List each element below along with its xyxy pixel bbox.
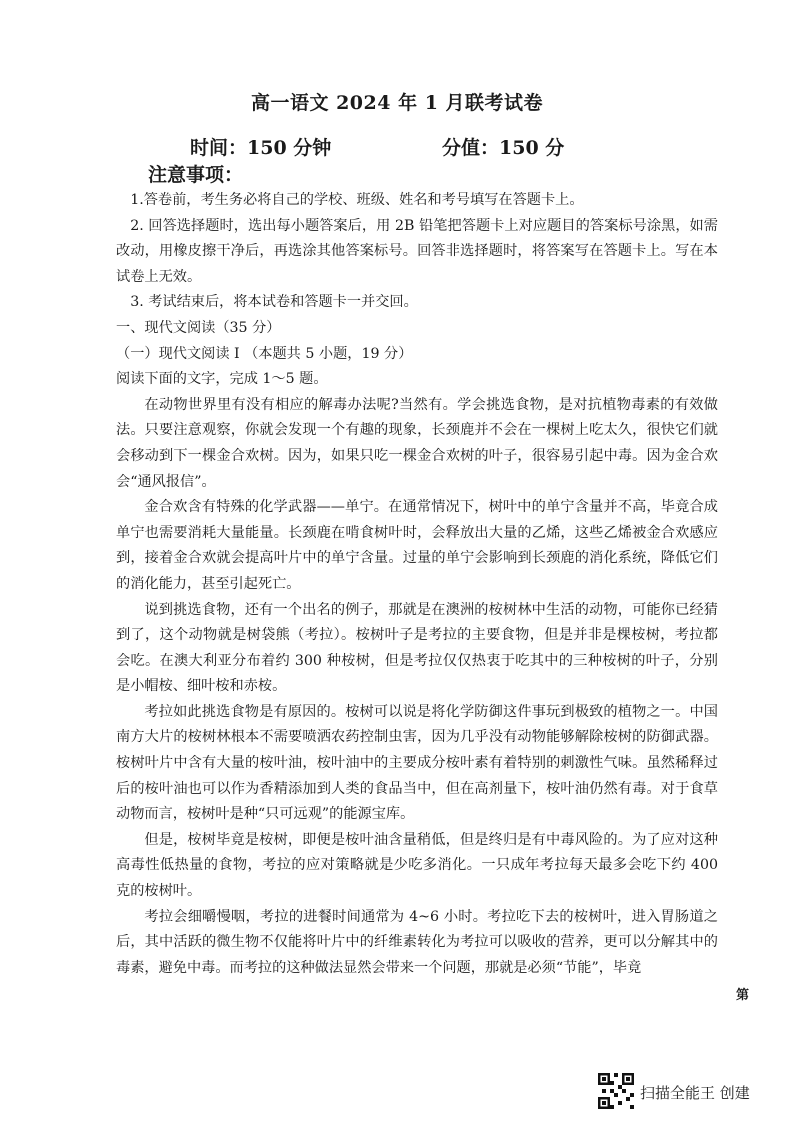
- notice-heading: 注意事项：: [148, 164, 244, 186]
- passage-paragraph-4: 考拉如此挑选食物是有原因的。桉树可以说是将化学防御这件事玩到极致的植物之一。中国南方大片的桉树林根本不需要喷洒农药控制虫害，因为几乎没有动物能够解除桉树的防御武器。桉树叶片中含有大量的桉叶油，桉叶油中的主要成分桉叶素有着特别的刺激性气味。虽然稀释过后的桉叶油也可以作为香精添加到人类的食品当中，但在高剂量下，桉叶油仍然有毒。对于食草动物而言，桉树叶是种“只可远观”的能源宝库。: [116, 703, 718, 823]
- exam-time: 时间：150 分钟: [190, 137, 332, 159]
- section-instruction: 阅读下面的文字，完成 1～5 题。: [116, 371, 328, 388]
- exam-score: 分值：150 分: [442, 137, 565, 159]
- notice-item-1: 1.答卷前，考生务必将自己的学校、班级、姓名和考号填写在答题卡上。: [130, 192, 584, 208]
- passage-paragraph-1: 在动物世界里有没有相应的解毒办法呢?当然有。学会挑选食物，是对抗植物毒素的有效做法。只要注意观察，你就会发现一个有趣的现象，长颈鹿并不会在一棵树上吃太久，很快它们就会移动到下一棵金合欢树。因为，如果只吃一棵金合欢树的叶子，很容易引起中毒。因为金合欢会“通风报信”。: [116, 396, 718, 490]
- exam-body: [116, 188, 718, 981]
- notice-item-2: 2. 回答选择题时，选出每小题答案后，用 2B 铅笔把答题卡上对应题目的答案标号涂黑，如需改动，用橡皮擦干净后，再选涂其他答案标号。回答非选择题时，将答案写在答题卡上。写在本试卷上无效。: [116, 217, 718, 285]
- qr-code-icon: [598, 1073, 634, 1109]
- scanner-brand-label: 扫描全能王 创建: [640, 1084, 750, 1102]
- page-title: 高一语文 2024 年 1 月联考试卷: [250, 92, 544, 114]
- passage-paragraph-2: 金合欢含有特殊的化学武器——单宁。在通常情况下，树叶中的单宁含量并不高，毕竟合成单宁也需要消耗大量能量。长颈鹿在啃食树叶时，会释放出大量的乙烯，这些乙烯被金合欢感应到，接着金合欢就会提高叶片中的单宁含量。过量的单宁会影响到长颈鹿的消化系统，降低它们的消化能力，甚至引起死亡。: [116, 499, 718, 592]
- section-part-heading: 一、现代文阅读（35 分）: [116, 319, 281, 336]
- notice-item-3: 3. 考试结束后，将本试卷和答题卡一并交回。: [130, 294, 418, 311]
- passage-paragraph-6: 考拉会细嚼慢咽，考拉的进餐时间通常为 4~6 小时。考拉吃下去的桉树叶，进入胃肠道之后，其中活跃的微生物不仅能将叶片中的纤维素转化为考拉可以吸收的营养，更可以分解其中的毒素，避免中毒。而考拉的这种做法显然会带来一个问题，那就是必须“节能”，毕竟: [116, 908, 718, 976]
- passage-paragraph-3: 说到挑选食物，还有一个出名的例子，那就是在澳洲的桉树林中生活的动物，可能你已经猜到了，这个动物就是树袋熊（考拉）。桉树叶子是考拉的主要食物，但是并非是棵桉树，考拉都会吃。在澳大利亚分布着约 300 种桉树，但是考拉仅仅热衷于吃其中的三种桉树的叶子，分别是小帽桉、细叶桉和赤桉。: [116, 601, 718, 695]
- passage-paragraph-5: 但是，桉树毕竟是桉树，即便是桉叶油含量稍低，但是终归是有中毒风险的。为了应对这种高毒性低热量的食物，考拉的应对策略就是少吃多消化。一只成年考拉每天最多会吃下约 400 克的桉树叶。: [116, 831, 718, 900]
- page-number-mark: 第: [736, 988, 750, 1003]
- section-sub-heading: （一）现代文阅读 I （本题共 5 小题，19 分）: [116, 345, 413, 362]
